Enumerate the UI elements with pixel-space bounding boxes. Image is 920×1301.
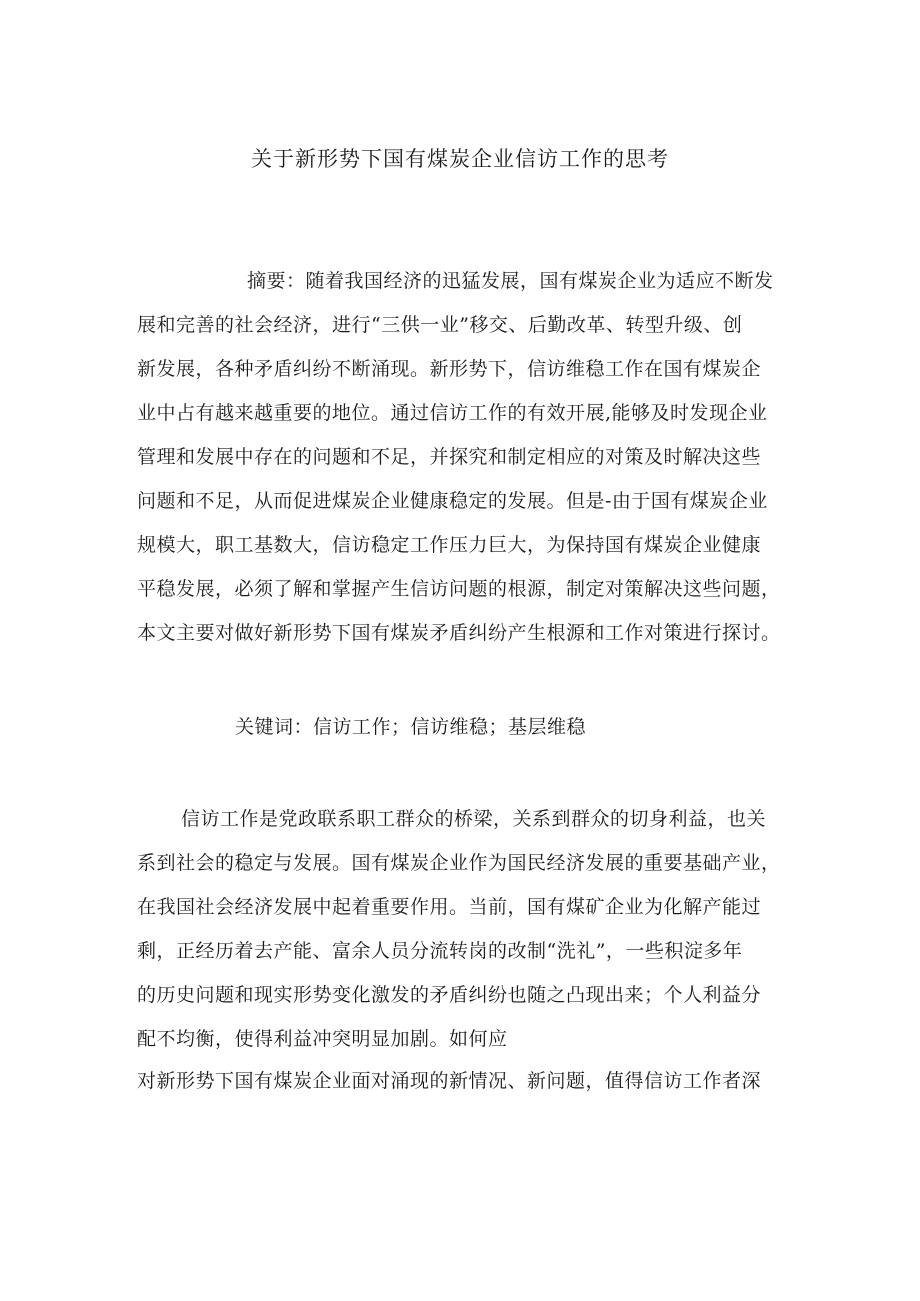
abstract-line: 本文主要对做好新形势下国有煤炭矛盾纠纷产生根源和工作对策进行探讨。 [137, 622, 781, 644]
body-line: 对新形势下国有煤炭企业面对涌现的新情况、新问题，值得信访工作者深 [137, 1070, 762, 1092]
abstract-line: 新发展，各种矛盾纠纷不断涌现。新形势下，信访维稳工作在国有煤炭企 [137, 358, 762, 380]
body-line: 配不均衡，使得利益冲突明显加剧。如何应 [137, 1028, 508, 1050]
abstract-line: 摘要：随着我国经济的迅猛发展，国有煤炭企业为适应不断发 [247, 270, 774, 292]
body-line: 在我国社会经济发展中起着重要作用。当前，国有煤矿企业为化解产能过 [137, 896, 762, 918]
body-line: 的历史问题和现实形势变化激发的矛盾纠纷也随之凸现出来；个人利益分 [137, 984, 762, 1006]
abstract-line: 问题和不足，从而促进煤炭企业健康稳定的发展。但是-由于国有煤炭企业 [137, 490, 768, 512]
keywords: 关键词：信访工作；信访维稳；基层维稳 [235, 716, 587, 738]
body-line: 剩，正经历着去产能、富余人员分流转岗的改制“洗礼”，一些积淀多年 [137, 940, 743, 962]
page-title: 关于新形势下国有煤炭企业信访工作的思考 [251, 147, 669, 171]
body-line: 系到社会的稳定与发展。国有煤炭企业作为国民经济发展的重要基础产业， [137, 852, 781, 874]
abstract-line: 展和完善的社会经济，进行“三供一业”移交、后勤改革、转型升级、创 [137, 314, 743, 336]
abstract-line: 管理和发展中存在的问题和不足，并探究和制定相应的对策及时解决这些 [137, 446, 762, 468]
abstract-line: 业中占有越来越重要的地位。通过信访工作的有效开展,能够及时发现企业 [137, 402, 768, 424]
body-line: 信访工作是党政联系职工群众的桥梁，关系到群众的切身利益，也关 [181, 808, 767, 830]
abstract-line: 规模大，职工基数大，信访稳定工作压力巨大，为保持国有煤炭企业健康 [137, 534, 762, 556]
abstract-line: 平稳发展，必须了解和掌握产生信访问题的根源，制定对策解决这些问题， [137, 578, 781, 600]
